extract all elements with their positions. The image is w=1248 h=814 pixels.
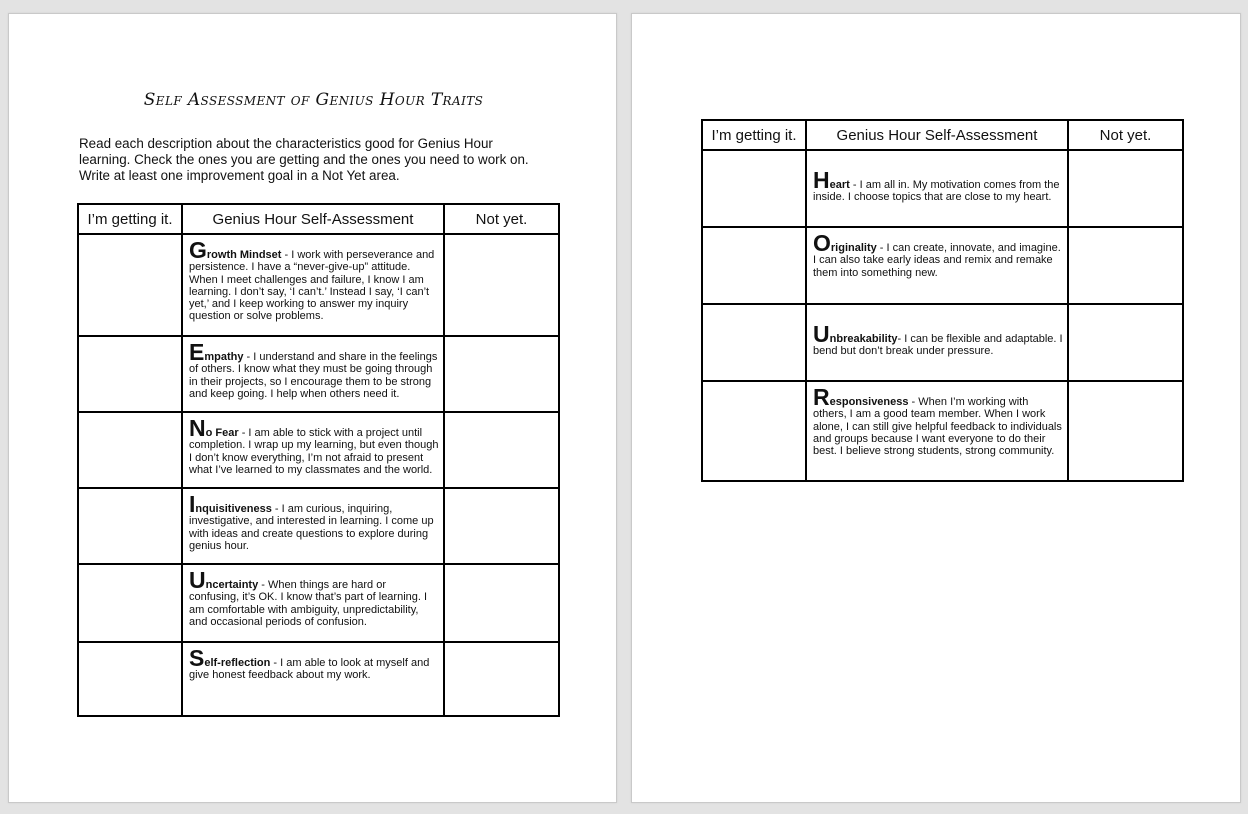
trait-text: - I can be flexible and adaptable. I bend but don’t break under pressure. [813,333,1063,358]
header-getting-it: I’m getting it. [702,120,806,150]
trait-text: - I work with perseverance and persistence. I have a “never-give-up” attitude. When I meet challenges and failure, I know I am learning. I don’t say, ‘I can’t.’ Instead I say, ‘I can’t yet,’ and I keep working to answer my inquiry question or solve problems. [189,249,435,323]
not-yet-cell[interactable] [1068,381,1183,481]
document-title: Self Assessment of Genius Hour Traits [143,90,484,110]
trait-initial: I [189,494,196,517]
instructions-paragraph: Read each description about the characteristics good for Genius Hour learning. Check the ones you are getting and the ones you need to work on. Write at least one improvement goal in a Not Yet area. [79,136,529,183]
trait-text: - I can create, innovate, and imagine. I can also take early ideas and remix and remake them into something new. [813,242,1061,279]
table-header-row [702,120,1183,150]
trait-description [806,227,1068,304]
trait-row-originality [702,227,1183,304]
trait-initial: U [189,570,206,593]
trait-text: - I understand and share in the feelings of others. I know what they must be going through in their projects, so I encourage them to be strong and keep going. I help when others need it. [189,351,438,400]
getting-it-cell[interactable] [78,488,182,564]
trait-row-self-reflection [78,642,559,716]
trait-name: rowth Mindset [206,249,282,261]
not-yet-cell[interactable] [444,412,559,488]
trait-text: - I am curious, inquiring, investigative, and interested in learning. I come up with ideas and create questions to explore during genius hour. [189,503,434,552]
not-yet-cell[interactable] [444,564,559,642]
header-getting-it: I’m getting it. [78,204,182,234]
trait-description [182,488,444,564]
getting-it-cell[interactable] [78,336,182,412]
trait-name: elf-reflection [204,657,271,669]
self-assessment-table-2 [701,119,1184,482]
trait-description [182,336,444,412]
getting-it-cell[interactable] [702,150,806,227]
trait-description [806,381,1068,481]
trait-name: esponsiveness [829,396,909,408]
trait-text: - When I’m working with others, I am a good team member. When I work alone, I can still give helpful feedback to individuals and groups because I want everyone to do their best. I believe strong students, strong community. [813,396,1062,458]
not-yet-cell[interactable] [444,336,559,412]
trait-initial: N [189,418,206,441]
trait-row-inquisitiveness [78,488,559,564]
getting-it-cell[interactable] [78,564,182,642]
document-page-1 [8,13,617,803]
trait-row-no-fear [78,412,559,488]
not-yet-cell[interactable] [444,488,559,564]
trait-description [806,304,1068,381]
trait-row-uncertainty [78,564,559,642]
header-assessment: Genius Hour Self-Assessment [182,204,444,234]
self-assessment-table-1 [77,203,560,717]
trait-name: nbreakability [829,333,898,345]
trait-initial: G [189,240,207,263]
header-not-yet: Not yet. [1068,120,1183,150]
trait-initial: R [813,387,830,410]
trait-row-growth-mindset [78,234,559,336]
trait-initial: U [813,321,830,347]
trait-initial: S [189,648,205,671]
trait-description [182,412,444,488]
header-assessment: Genius Hour Self-Assessment [806,120,1068,150]
trait-description [182,564,444,642]
table-header-row [78,204,559,234]
trait-name: nquisitiveness [195,503,272,515]
getting-it-cell[interactable] [702,304,806,381]
not-yet-cell[interactable] [1068,227,1183,304]
trait-name: ncertainty [205,579,259,591]
trait-name: mpathy [204,351,244,363]
trait-initial: H [813,167,830,193]
trait-name: eart [829,179,850,191]
getting-it-cell[interactable] [78,412,182,488]
not-yet-cell[interactable] [1068,304,1183,381]
not-yet-cell[interactable] [444,234,559,336]
trait-text: - I am all in. My motivation comes from the inside. I choose topics that are close to my heart. [813,179,1060,204]
trait-text: - When things are hard or confusing, it’s OK. I know that’s part of learning. I am comfortable with ambiguity, unpredictability, and occasional periods of confusion. [189,579,428,628]
getting-it-cell[interactable] [78,642,182,716]
getting-it-cell[interactable] [702,381,806,481]
header-not-yet: Not yet. [444,204,559,234]
getting-it-cell[interactable] [702,227,806,304]
trait-text: - I am able to look at myself and give honest feedback about my work. [189,657,430,682]
trait-description [182,642,444,716]
trait-row-unbreakability [702,304,1183,381]
trait-initial: O [813,233,831,256]
trait-initial: E [189,342,205,365]
document-page-2 [631,13,1241,803]
trait-row-heart [702,150,1183,227]
trait-description [806,150,1068,227]
trait-description [182,234,444,336]
trait-row-empathy [78,336,559,412]
getting-it-cell[interactable] [78,234,182,336]
trait-name: riginality [830,242,877,254]
not-yet-cell[interactable] [1068,150,1183,227]
trait-name: o Fear [205,427,239,439]
not-yet-cell[interactable] [444,642,559,716]
trait-row-responsiveness [702,381,1183,481]
trait-text: - I am able to stick with a project until completion. I wrap up my learning, but even though I don’t know everything, I’m not afraid to present what I’ve learned to my classmates and the world. [189,427,439,476]
